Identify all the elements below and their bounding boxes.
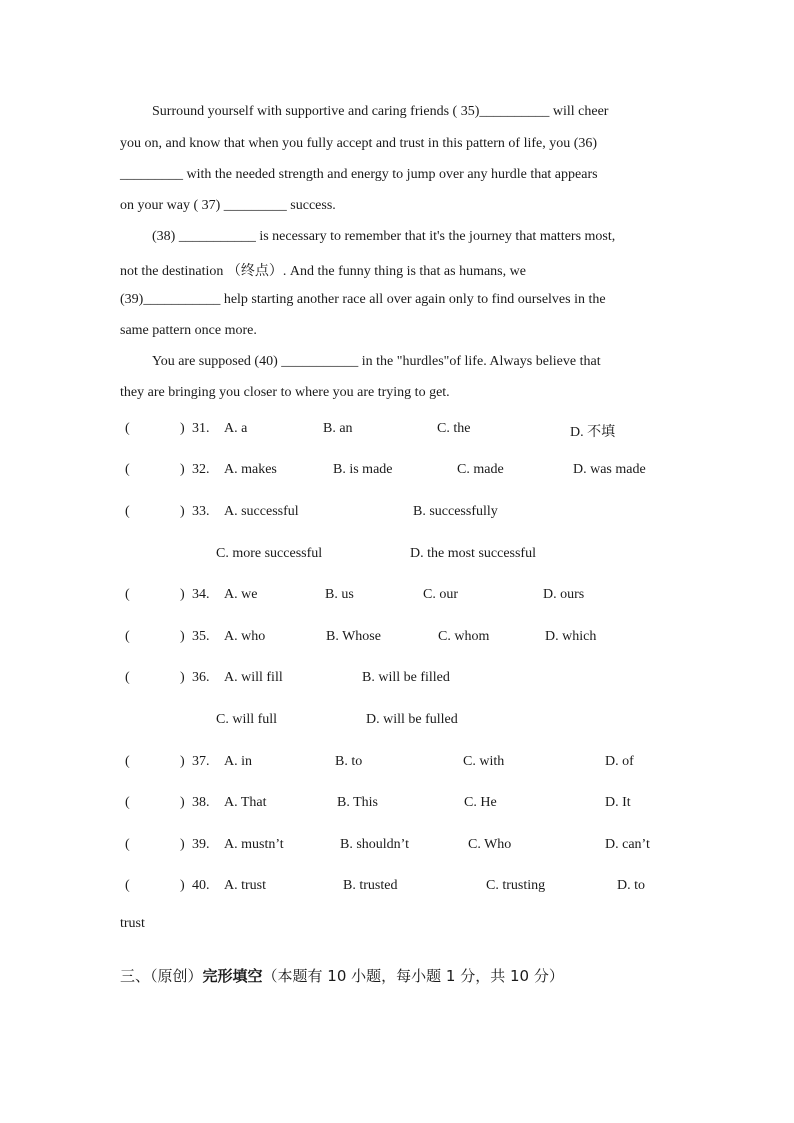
answer-option: C. with [463,754,505,769]
answer-option: D. It [605,795,631,810]
answer-paren-left: ( [125,795,130,810]
answer-option: B. trusted [343,878,398,893]
question-number: 31. [192,421,210,436]
answer-option: D. can’t [605,837,650,852]
answer-option: C. the [437,421,471,436]
answer-option: A. mustn’t [224,837,284,852]
answer-paren-left: ( [125,587,130,602]
answer-paren-right: ) [180,795,185,810]
answer-option: C. He [464,795,497,810]
answer-option: A. a [224,421,248,436]
answer-option: D. to [617,878,645,893]
question-number: 34. [192,587,210,602]
passage-line: you on, and know that when you fully accept and trust in this pattern of life, you (36) [120,136,598,151]
answer-option: D. will be fulled [366,712,458,727]
answer-option: B. an [323,421,353,436]
answer-paren-right: ) [180,837,185,852]
section-heading [120,965,564,986]
answer-paren-left: ( [125,878,130,893]
question-row-continued [120,712,700,732]
answer-option-wrap: trust [120,916,145,931]
question-row [120,795,700,815]
answer-option: B. will be filled [362,670,450,685]
question-number: 39. [192,837,210,852]
answer-option: D. which [545,629,597,644]
question-row [120,837,700,857]
answer-option: B. Whose [326,629,381,644]
answer-option: C. will full [216,712,278,727]
answer-option: D. ours [543,587,585,602]
passage-line: (39)___________ help starting another race all over again only to find ourselves in the [120,292,606,307]
passage-line: You are supposed (40) ___________ in the "hurdles"of life. Always believe that [152,354,601,369]
answer-option: B. This [337,795,378,810]
section-suffix: （本题有 10 小题，每小题 1 分，共 10 分） [262,967,564,985]
answer-option: A. successful [224,504,299,519]
answer-option: A. in [224,754,252,769]
answer-paren-left: ( [125,837,130,852]
answer-option: B. successfully [413,504,498,519]
question-number: 35. [192,629,210,644]
question-number: 36. [192,670,210,685]
question-row [120,421,700,441]
answer-option: A. we [224,587,258,602]
answer-paren-right: ) [180,670,185,685]
answer-paren-left: ( [125,754,130,769]
answer-option: C. trusting [486,878,546,893]
question-row [120,629,700,649]
answer-paren-right: ) [180,754,185,769]
question-row [120,670,700,690]
passage-line: _________ with the needed strength and energy to jump over any hurdle that appears [120,167,598,182]
answer-paren-left: ( [125,462,130,477]
answer-option: D. the most successful [410,546,536,561]
passage-line: on your way ( 37) _________ success. [120,198,336,213]
answer-option: C. our [423,587,458,602]
question-number: 40. [192,878,210,893]
answer-paren-left: ( [125,421,130,436]
answer-option: D. 不填 [570,425,616,440]
answer-option: C. more successful [216,546,323,561]
answer-option: B. is made [333,462,393,477]
question-number: 32. [192,462,210,477]
answer-option: D. was made [573,462,646,477]
answer-option: A. That [224,795,267,810]
section-bold-title: 完形填空 [202,967,263,985]
passage-line: (38) ___________ is necessary to remember that it's the journey that matters most, [152,229,616,244]
answer-paren-right: ) [180,629,185,644]
answer-option: C. whom [438,629,490,644]
question-row [120,754,700,774]
answer-paren-right: ) [180,504,185,519]
answer-paren-left: ( [125,670,130,685]
answer-option: A. who [224,629,266,644]
question-row [120,504,700,524]
passage-line: same pattern once more. [120,323,257,338]
answer-paren-left: ( [125,629,130,644]
passage-line: they are bringing you closer to where you are trying to get. [120,385,450,400]
question-row-continued [120,546,700,566]
passage-line: Surround yourself with supportive and caring friends ( 35)__________ will cheer [152,104,609,119]
answer-option: B. shouldn’t [340,837,409,852]
answer-option: C. Who [468,837,512,852]
answer-option: A. makes [224,462,277,477]
answer-paren-right: ) [180,421,185,436]
passage-line: not the destination （终点）. And the funny thing is that as humans, we [120,264,526,279]
answer-paren-right: ) [180,587,185,602]
answer-option: D. of [605,754,634,769]
answer-paren-right: ) [180,878,185,893]
answer-option: A. will fill [224,670,283,685]
question-number: 38. [192,795,210,810]
answer-option: B. to [335,754,363,769]
answer-paren-right: ) [180,462,185,477]
answer-option: A. trust [224,878,266,893]
section-prefix: 三、（原创） [120,967,203,985]
question-number: 37. [192,754,210,769]
question-number: 33. [192,504,210,519]
answer-paren-left: ( [125,504,130,519]
answer-option: C. made [457,462,504,477]
question-row [120,462,700,482]
question-row [120,878,700,898]
question-row [120,587,700,607]
answer-option: B. us [325,587,354,602]
